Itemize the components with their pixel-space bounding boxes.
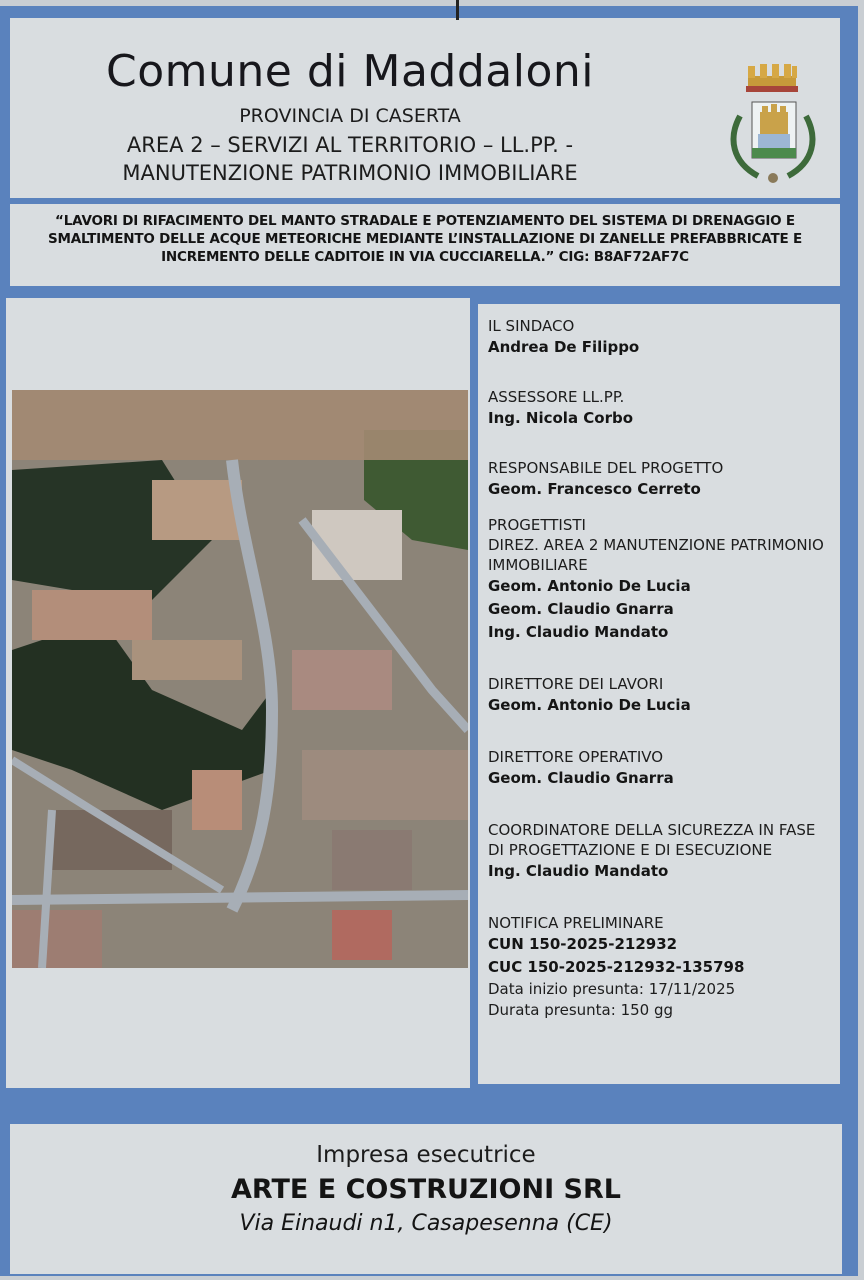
cuc-code: CUC 150-2025-212932-135798 <box>488 958 745 976</box>
construction-sign <box>0 6 858 1276</box>
progettisti-subrole: DIREZ. AREA 2 MANUTENZIONE PATRIMONIO IMMOBILIARE <box>488 536 824 574</box>
responsabile-section <box>488 458 830 501</box>
cun-code: CUN 150-2025-212932 <box>488 935 678 953</box>
assessore-section <box>488 387 830 430</box>
municipality-title: Comune di Maddaloni <box>106 46 594 97</box>
notifica-role: NOTIFICA PRELIMINARE <box>488 914 664 932</box>
progettista-name: Ing. Claudio Mandato <box>488 623 669 641</box>
direttore-lavori-name: Geom. Antonio De Lucia <box>488 696 691 714</box>
progettisti-section <box>488 515 830 644</box>
assessore-name: Ing. Nicola Corbo <box>488 409 634 427</box>
direttore-operativo-section <box>488 747 830 790</box>
progettista-name: Geom. Claudio Gnarra <box>488 600 674 618</box>
sindaco-name: Andrea De Filippo <box>488 338 640 356</box>
direttore-lavori-role: DIRETTORE DEI LAVORI <box>488 675 664 693</box>
coordinatore-role: COORDINATORE DELLA SICUREZZA IN FASE DI PROGETTAZIONE E DI ESECUZIONE <box>488 821 816 859</box>
coordinatore-section <box>488 820 830 883</box>
assessore-role: ASSESSORE LL.PP. <box>488 388 625 406</box>
area-line-1: AREA 2 – SERVIZI AL TERRITORIO – LL.PP. - <box>126 133 574 157</box>
project-description-panel <box>10 204 840 286</box>
progettista-name: Geom. Antonio De Lucia <box>488 577 691 595</box>
start-date: Data inizio presunta: 17/11/2025 <box>488 980 736 998</box>
info-panel <box>478 304 840 1084</box>
duration: Durata presunta: 150 gg <box>488 1001 674 1019</box>
notifica-section <box>488 913 830 1021</box>
responsabile-name: Geom. Francesco Cerreto <box>488 480 701 498</box>
contractor-address: Via Einaudi n1, Casapesenna (CE) <box>239 1211 613 1236</box>
province-label: PROVINCIA DI CASERTA <box>239 105 461 127</box>
progettisti-role: PROGETTISTI <box>488 516 586 534</box>
mounting-wire <box>456 0 459 20</box>
direttore-operativo-role: DIRETTORE OPERATIVO <box>488 748 664 766</box>
header-panel <box>10 18 840 198</box>
contractor-panel <box>10 1124 842 1274</box>
coordinatore-name: Ing. Claudio Mandato <box>488 862 669 880</box>
sindaco-section <box>488 316 830 359</box>
direttore-lavori-section <box>488 674 830 717</box>
area-line-2: MANUTENZIONE PATRIMONIO IMMOBILIARE <box>122 161 578 185</box>
contractor-name: ARTE E COSTRUZIONI SRL <box>231 1174 621 1205</box>
project-description: “LAVORI DI RIFACIMENTO DEL MANTO STRADALE E POTENZIAMENTO DEL SISTEMA DI DRENAGGIO E SMALTIMENTO DELLE ACQUE METEORICHE MEDIANTE L’INSTALLAZIONE DI ZANELLE PREFABBRICATE E INCREMENTO DELLE CADITOIE IN VIA CUCCIARELLA.” CIG: B8AF72AF7C <box>47 213 803 265</box>
responsabile-role: RESPONSABILE DEL PROGETTO <box>488 459 724 477</box>
direttore-operativo-name: Geom. Claudio Gnarra <box>488 769 674 787</box>
coat-of-arms-icon <box>718 58 828 188</box>
aerial-photo <box>12 390 468 968</box>
photo-panel <box>6 298 470 1088</box>
sindaco-role: IL SINDACO <box>488 317 575 335</box>
title-block <box>10 46 690 185</box>
contractor-label: Impresa esecutrice <box>316 1142 536 1168</box>
